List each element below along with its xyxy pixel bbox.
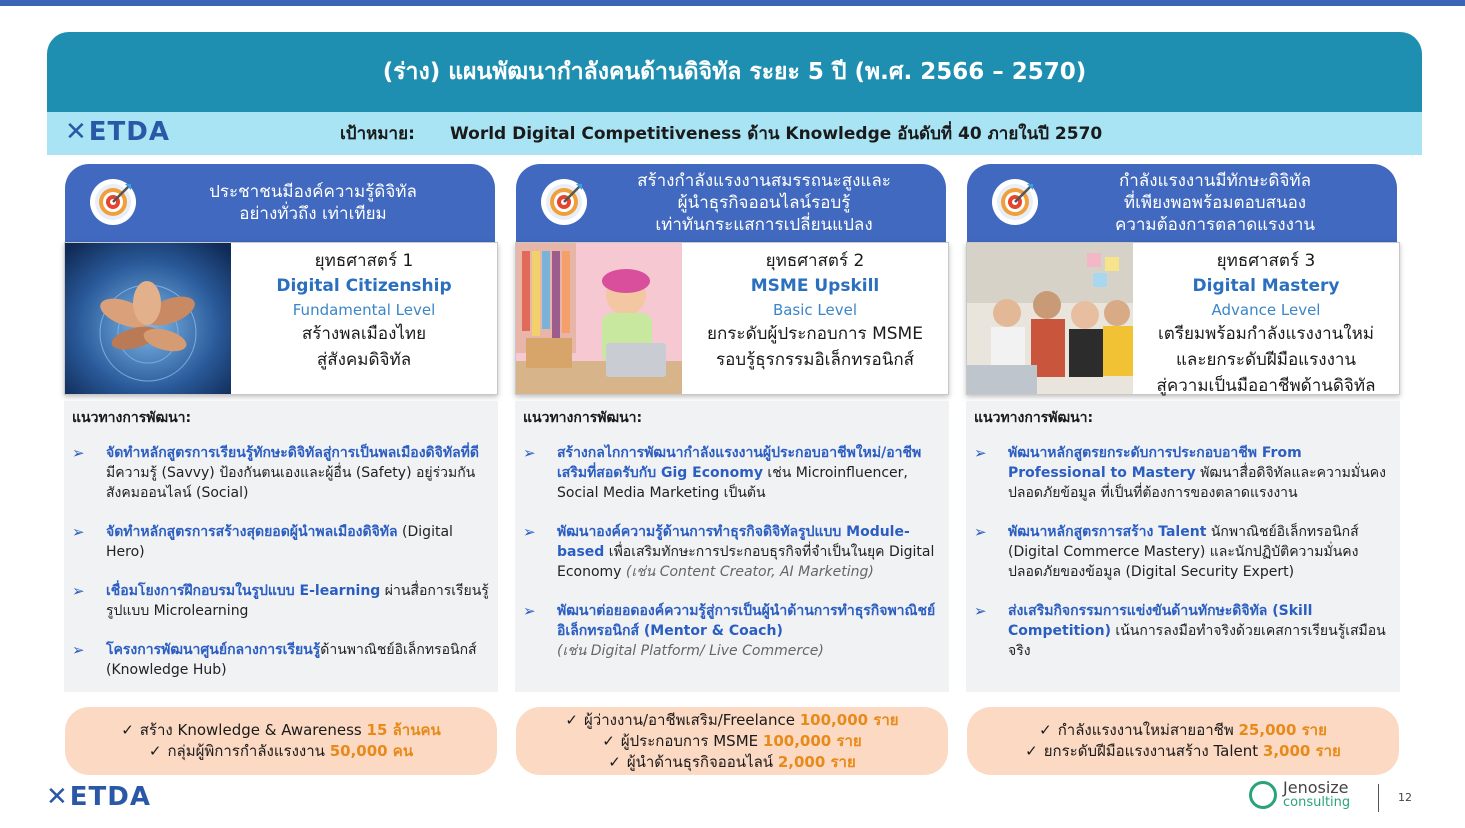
result-line: [149, 741, 413, 762]
item-text: ด้านพาณิชย์อิเล็กทรอนิกส์ (Knowledge Hub): [106, 642, 477, 678]
partner-sub: consulting: [1283, 795, 1351, 810]
result-text: ผู้ว่างงาน/อาชีพเสริม/Freelance: [584, 710, 800, 729]
strategy-box: [64, 242, 498, 395]
column-header-text: [1039, 164, 1391, 242]
strategy-desc-line: และยกระดับฝีมือแรงงาน: [1175, 350, 1357, 370]
header-line: สร้างกำลังแรงงานสมรรถนะสูงและ: [637, 171, 891, 191]
result-box: [967, 707, 1399, 775]
list-item: [523, 522, 941, 582]
strategy-desc-line: สู่สังคมดิจิทัล: [316, 350, 412, 370]
strategy-number: ยุทธศาสตร์ 1: [314, 251, 414, 271]
strategy-desc-line: สร้างพลเมืองไทย: [301, 324, 427, 344]
strategy-number: ยุทธศาสตร์ 2: [765, 251, 865, 271]
strategy-info: [1133, 243, 1399, 394]
item-highlight: สร้างกลไกการพัฒนากำลังแรงงานผู้ประกอบอาชีพใหม่/อาชีพเสริมที่สอดรับกับ Gig Economy: [557, 445, 922, 481]
arrow-bullet-icon: ➢: [974, 523, 987, 541]
top-rule: [0, 0, 1465, 6]
arrow-bullet-icon: ➢: [72, 444, 85, 462]
result-number: 50,000 คน: [329, 742, 414, 760]
development-title: แนวทางการพัฒนา:: [974, 410, 1094, 426]
strategy-number: ยุทธศาสตร์ 3: [1216, 251, 1316, 271]
list-item: [72, 443, 490, 503]
result-text: ผู้ประกอบการ MSME: [620, 731, 763, 750]
list-item: [72, 640, 490, 680]
strategy-image-team: [967, 243, 1133, 394]
strategy-name: Digital Citizenship: [276, 276, 452, 296]
strategy-image-hands: [65, 243, 231, 394]
goal-text: World Digital Competitiveness ด้าน Knowledge อันดับที่ 40 ภายในปี 2570: [450, 124, 1103, 144]
item-text: เช่น Microinfluencer, Social Media Marketing เป็นต้น: [557, 465, 908, 501]
item-italic: (เช่น Content Creator, AI Marketing): [625, 564, 874, 580]
item-highlight: พัฒนาหลักสูตรยกระดับการประกอบอาชีพ From Professional to Mastery: [1008, 445, 1302, 481]
strategy-level: Advance Level: [1211, 301, 1321, 319]
result-number: 2,000 ราย: [777, 752, 856, 771]
header-line: ที่เพียงพอพร้อมตอบสนอง: [1123, 193, 1307, 213]
list-item: [974, 522, 1392, 582]
column-header-text: [137, 164, 489, 242]
result-line: [1025, 741, 1341, 762]
strategy-info: [231, 243, 497, 394]
arrow-bullet-icon: ➢: [523, 523, 536, 541]
item-text: (Digital Hero): [106, 524, 453, 560]
strategy-info: [682, 243, 948, 394]
result-box: [65, 707, 497, 775]
strategy-desc-line: รอบรู้ธุรกรรมอิเล็กทรอนิกส์: [715, 350, 915, 370]
development-title: แนวทางการพัฒนา:: [523, 410, 643, 426]
item-highlight: พัฒนาต่อยอดองค์ความรู้สู่การเป็นผู้นำด้านการทำธุรกิจพาณิชย์อิเล็กทรอนิกส์ (Mentor & Coach): [557, 603, 936, 639]
item-highlight: จัดทำหลักสูตรการสร้างสุดยอดผู้นำพลเมืองดิจิทัล: [106, 524, 398, 540]
page-title: (ร่าง) แผนพัฒนากำลังคนด้านดิจิทัล ระยะ 5 ปี (พ.ศ. 2566 – 2570): [382, 59, 1087, 85]
column-header: [967, 164, 1397, 242]
strategy-name: Digital Mastery: [1192, 276, 1340, 296]
result-number: 100,000 ราย: [799, 710, 899, 729]
jenosize-check-icon: [1249, 781, 1277, 809]
check-icon: ✓: [121, 721, 134, 739]
result-text: กลุ่มผู้พิการกำลังแรงงาน: [167, 742, 330, 760]
result-number: 3,000 ราย: [1262, 742, 1341, 760]
strategy-box: [515, 242, 949, 395]
header-line: เท่าทันกระแสการเปลี่ยนแปลง: [655, 215, 873, 235]
result-text: ผู้นำด้านธุรกิจออนไลน์: [626, 752, 778, 771]
arrow-bullet-icon: ➢: [72, 582, 85, 600]
list-item: [523, 601, 941, 661]
strategy-desc-line: เตรียมพร้อมกำลังแรงงานใหม่: [1157, 324, 1375, 344]
arrow-bullet-icon: ➢: [974, 602, 987, 620]
page-title-banner: [47, 32, 1422, 112]
list-item: [523, 443, 941, 503]
result-line: [121, 720, 441, 741]
item-highlight: โครงการพัฒนาศูนย์กลางการเรียนรู้: [106, 642, 321, 658]
target-icon: [991, 178, 1039, 226]
check-icon: ✓: [1025, 742, 1038, 760]
goal-bar: [47, 112, 1422, 155]
arrow-bullet-icon: ➢: [523, 444, 536, 462]
etda-x-icon: ✕: [65, 117, 87, 147]
target-icon: [89, 178, 137, 226]
arrow-bullet-icon: ➢: [72, 523, 85, 541]
header-line: กำลังแรงงานมีทักษะดิจิทัล: [1118, 171, 1312, 191]
strategy-desc-line: สู่ความเป็นมืออาชีพด้านดิจิทัล: [1156, 376, 1376, 396]
development-list: [523, 443, 941, 680]
item-text: มีความรู้ (Savvy) ป้องกันตนเองและผู้อื่น (Safety) อยู่ร่วมกันสังคมออนไลน์ (Social): [106, 465, 476, 501]
item-highlight: พัฒนาองค์ความรู้ด้านการทำธุรกิจดิจิทัลรูปแบบ Module-based: [557, 524, 910, 560]
list-item: [72, 581, 490, 621]
strategy-desc-line: ยกระดับผู้ประกอบการ MSME: [707, 324, 923, 344]
item-text: พัฒนาสื่อดิจิทัลและความมั่นคงปลอดภัยข้อมูล ที่เป็นที่ต้องการของตลาดแรงงาน: [1008, 465, 1386, 501]
item-text: นักพาณิชย์อิเล็กทรอนิกส์ (Digital Commerce Mastery) และนักปฏิบัติความมั่นคงปลอดภัยของข้อมูล (Digital Security Expert): [1008, 524, 1359, 580]
check-icon: ✓: [565, 710, 578, 729]
strategy-level: Basic Level: [772, 301, 858, 319]
result-number: 100,000 ราย: [762, 731, 862, 750]
item-text: เน้นการลงมือทำจริงด้วยเคสการเรียนรู้เสมือนจริง: [1008, 623, 1386, 659]
result-text: ยกระดับฝีมือแรงงานสร้าง Talent: [1043, 742, 1263, 760]
result-text: สร้าง Knowledge & Awareness: [139, 721, 367, 739]
header-line: ผู้นำธุรกิจออนไลน์รอบรู้: [677, 193, 851, 213]
etda-x-icon: ✕: [46, 782, 68, 812]
list-item: [974, 601, 1392, 661]
result-line: [1039, 720, 1327, 741]
etda-logo-text: ETDA: [88, 117, 170, 147]
header-line: ประชาชนมีองค์ความรู้ดิจิทัล: [209, 182, 417, 202]
item-italic: (เช่น Digital Platform/ Live Commerce): [557, 643, 824, 659]
column-header: [516, 164, 946, 242]
strategy-name: MSME Upskill: [750, 276, 880, 296]
item-highlight: จัดทำหลักสูตรการเรียนรู้ทักษะดิจิทัลสู่การเป็นพลเมืองดิจิทัลที่ดี: [106, 445, 479, 461]
footer-etda-logo: [46, 782, 151, 812]
result-line: [602, 731, 861, 752]
check-icon: ✓: [608, 752, 621, 771]
partner-name: Jenosize: [1283, 778, 1349, 797]
arrow-bullet-icon: ➢: [523, 602, 536, 620]
development-title: แนวทางการพัฒนา:: [72, 410, 192, 426]
arrow-bullet-icon: ➢: [974, 444, 987, 462]
item-highlight: เชื่อมโยงการฝึกอบรมในรูปแบบ E-learning: [106, 583, 381, 599]
development-box: [966, 401, 1400, 692]
page-number: 12: [1398, 791, 1412, 804]
strategy-image-seller: [516, 243, 682, 394]
goal-label: เป้าหมาย:: [340, 124, 415, 144]
strategy-box: [966, 242, 1400, 395]
header-line: อย่างทั่วถึง เท่าเทียม: [239, 204, 387, 224]
target-icon: [540, 178, 588, 226]
jenosize-logo: [1249, 780, 1350, 810]
footer-logo-text: ETDA: [69, 782, 151, 812]
result-text: กำลังแรงงานใหม่สายอาชีพ: [1057, 721, 1239, 739]
list-item: [72, 522, 490, 562]
column-header: [65, 164, 495, 242]
item-text: ผ่านสื่อการเรียนรู้รูปแบบ Microlearning: [106, 583, 489, 619]
header-line: ความต้องการตลาดแรงงาน: [1114, 215, 1316, 235]
strategy-level: Fundamental Level: [292, 301, 436, 319]
development-list: [72, 443, 490, 699]
item-highlight: ส่งเสริมกิจกรรมการแข่งขันด้านทักษะดิจิทัล (Skill Competition): [1008, 603, 1313, 639]
development-list: [974, 443, 1392, 680]
result-line: [565, 710, 898, 731]
arrow-bullet-icon: ➢: [72, 641, 85, 659]
development-box: [64, 401, 498, 692]
result-box: [516, 707, 948, 775]
check-icon: ✓: [602, 731, 615, 750]
result-number: 25,000 ราย: [1238, 721, 1327, 739]
check-icon: ✓: [148, 742, 162, 760]
check-icon: ✓: [1039, 721, 1052, 739]
item-text: เพื่อเสริมทักษะการประกอบธุรกิจที่จำเป็นในยุค Digital Economy: [557, 544, 935, 580]
result-line: [608, 752, 856, 773]
column-header-text: [588, 164, 940, 242]
etda-logo: [65, 117, 170, 147]
item-highlight: พัฒนาหลักสูตรการสร้าง Talent: [1008, 524, 1207, 540]
page-separator: [1378, 784, 1379, 812]
result-number: 15 ล้านคน: [366, 721, 441, 739]
list-item: [974, 443, 1392, 503]
development-box: [515, 401, 949, 692]
